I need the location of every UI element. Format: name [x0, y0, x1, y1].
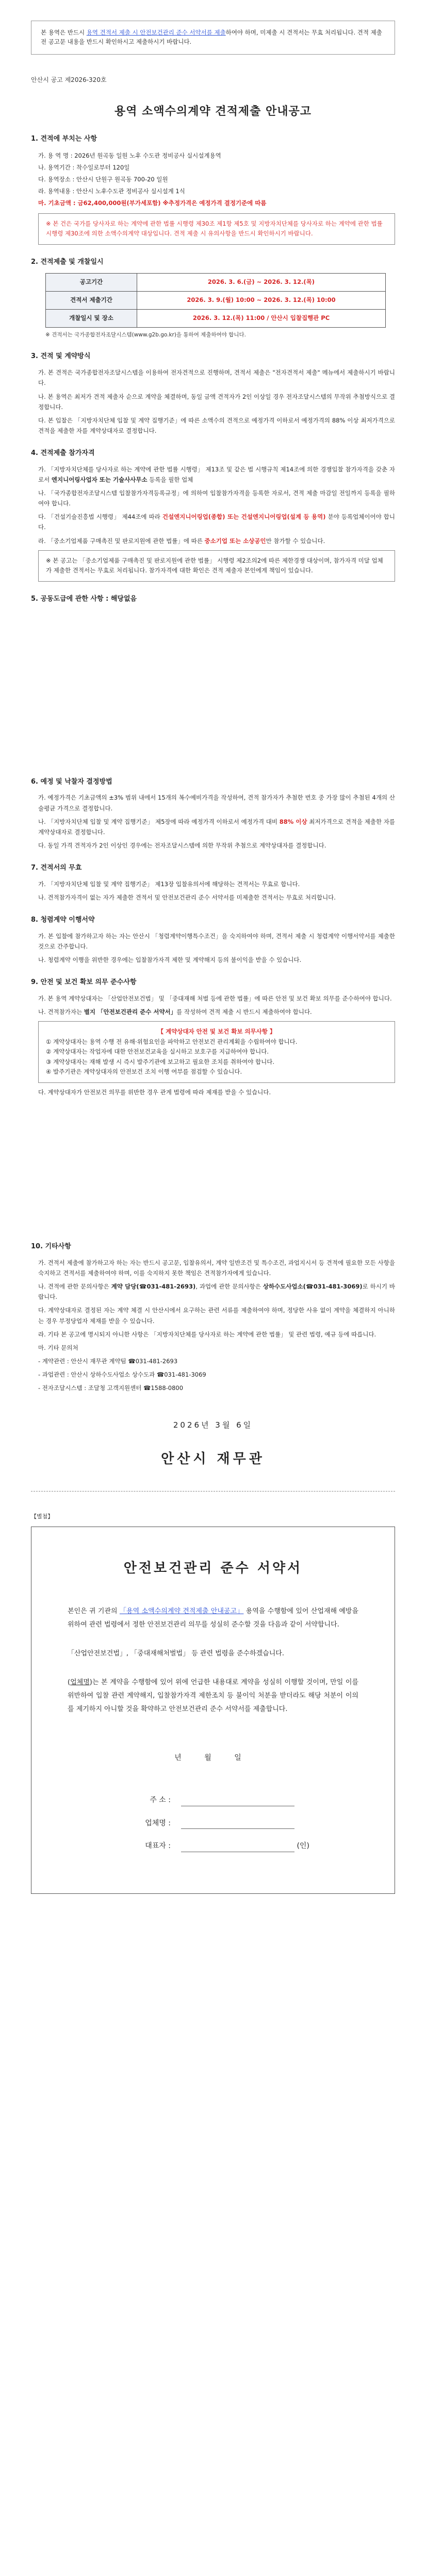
section-8-heading: 8. 청렴계약 이행서약: [31, 916, 95, 924]
pledge-p1-post: 용역을 수행함에 있어 산업재해 예방을 위하여 관련 법령에서 정한 안전보건관리 의무를 성실히 준수할 것을 다음과 같이 서약합니다.: [68, 1607, 358, 1629]
sec10-p2-bold2: 상하수도사업소(☎031-481-3069): [263, 1283, 363, 1291]
pledge-field-address[interactable]: [129, 1794, 358, 1806]
signer: 안산시 재무관: [161, 1451, 265, 1467]
sec1-notice-box: ※ 본 건은 국가를 당사자로 하는 계약에 관한 법률 시행령 제30조 제1항 제5호 및 지방자치단체를 당사자로 하는 계약에 관한 법률 시행령 제30조에 의한 소액수의계약 대상입니다. 견적 제출 시 유의사항을 반드시 확인하시기 바랍니다.: [38, 213, 395, 245]
notice-highlight: 용역 견적서 제출 시 안전보건관리 준수 서약서를 제출: [86, 29, 226, 36]
field-line[interactable]: [181, 1819, 294, 1829]
sec10-p2-bold: 계약 담당(☎031-481-2693): [111, 1283, 196, 1291]
sec7-paragraph: 나. 견적참가자격이 없는 자가 제출한 견적서 및 안전보건관리 준수 서약서를 미제출한 견적서는 무효로 처리합니다.: [38, 893, 336, 901]
sec10-paragraph: 가. 견적서 제출에 참가하고자 하는 자는 반드시 공고문, 입찰유의서, 계약 일반조건 및 특수조건, 과업지시서 등 견적에 필요한 모든 사항을 숙지하고 견적서를 제출하여야 하며, 이를 숙지하지 못한 책임은 견적참가자에게 있습니다.: [38, 1259, 395, 1277]
sec3-paragraph: 다. 본 입찰은 「지방자치단체 입찰 및 계약 집행기준」에 따른 소액수의 견적으로 예정가격 이하로서 예정가격의 88% 이상 최저가격으로 견적을 제출한 자를 계약상대자로 결정합니다.: [38, 416, 395, 434]
sec1-item: 가. 용 역 명 : 2026년 원곡동 일원 노후 수도관 정비공사 실시설계용역: [38, 151, 221, 159]
sec9-p2-post: 를 작성하여 견적 제출 시 반드시 제출하여야 합니다.: [176, 1008, 312, 1016]
pledge-company-placeholder: 업체명: [70, 1679, 90, 1687]
pledge-field-representative[interactable]: [129, 1840, 358, 1852]
pledge-p1-pre: 본인은 귀 기관의: [68, 1607, 120, 1616]
sec10-p2-pre: 나. 견적에 관한 문의사항은: [38, 1283, 111, 1291]
schedule-value: 2026. 3. 6.(금) ~ 2026. 3. 12.(목): [137, 273, 386, 291]
safety-duty-line: ④ 발주기관은 계약상대자의 안전보건 조치 이행 여부를 점검할 수 있습니다.: [46, 1068, 242, 1076]
schedule-key: 견적서 제출기간: [46, 291, 137, 309]
pledge-paragraph: [68, 1676, 358, 1716]
pledge-paragraph: 「산업안전보건법」, 「중대재해처벌법」 등 관련 법령을 준수하겠습니다.: [68, 1650, 284, 1658]
sec1-item: 라. 용역내용 : 안산시 노후수도관 정비공사 실시설계 1식: [38, 187, 185, 195]
sec9-p2-bold: 별지 「안전보건관리 준수 서약서」: [84, 1008, 177, 1016]
sec9-paragraph: 다. 계약상대자가 안전보건 의무를 위반한 경우 관계 법령에 따라 제재를 받을 수 있습니다.: [38, 1089, 271, 1096]
section-7-heading: 7. 견적서의 무효: [31, 864, 82, 872]
contact-line: - 계약관련 : 안산시 재무관 계약팀 ☎031-481-2693: [38, 1357, 178, 1365]
pledge-p3-pre: (: [68, 1679, 71, 1687]
safety-duty-line: ③ 계약상대자는 재해 발생 시 즉시 발주기관에 보고하고 필요한 조치를 취하여야 합니다.: [46, 1058, 274, 1065]
table-row: [46, 309, 386, 327]
sec10-paragraph: 마. 기타 문의처: [38, 1344, 78, 1351]
section-2-heading: 2. 견적제출 및 개찰일시: [31, 258, 104, 266]
section-9-heading: 9. 안전 및 보건 확보 의무 준수사항: [31, 978, 137, 987]
divider: [31, 1491, 395, 1492]
sec8-paragraph: 나. 청렴계약 이행을 위반한 경우에는 입찰참가자격 제한 및 계약해지 등의 불이익을 받을 수 있습니다.: [38, 956, 302, 964]
field-label: 업체명 :: [145, 1819, 171, 1827]
seal-mark: (인): [297, 1842, 309, 1851]
document-body: [0, 21, 426, 1894]
sec4-paragraph: [38, 536, 395, 546]
field-line[interactable]: [181, 1797, 294, 1806]
blank-space: [31, 1100, 395, 1229]
section-10-heading: 10. 기타사항: [31, 1243, 71, 1251]
contact-line: - 전자조달시스템 : 조달청 고객지원센터 ☎1588-0800: [38, 1384, 184, 1392]
field-line[interactable]: [181, 1842, 294, 1852]
sec1-price-item: 마. 기초금액 : 금62,400,000원(부가세포함) ※추정가격은 예정가격 결정기준에 따름: [38, 199, 267, 207]
sec6-paragraph: [38, 817, 395, 837]
field-label: 대표자 :: [145, 1842, 171, 1851]
sec7-paragraph: 가. 「지방자치단체 입찰 및 계약 집행기준」 제13장 입찰유의서에 해당하는 견적서는 무효로 합니다.: [38, 880, 300, 888]
sec10-paragraph: [38, 1281, 395, 1302]
sec10-p2-mid: , 과업에 관한 문의사항은: [195, 1283, 263, 1291]
sec4-p3-pre: 다. 「건설기술진흥법 시행령」 제44조에 따라: [38, 513, 162, 521]
sec6-p2-pre: 나. 「지방자치단체 입찰 및 계약 집행기준」 제5장에 따라 예정가격 이하로서 예정가격 대비: [38, 818, 280, 825]
announcement-date: 2026년 3월 6일: [173, 1420, 253, 1430]
pledge-date: 년 월 일: [174, 1754, 252, 1762]
safety-duty-box: [38, 1021, 395, 1083]
sec10-paragraph: 다. 계약상대자로 결정된 자는 계약 체결 시 안산시에서 요구하는 관련 서류를 제출하여야 하며, 정당한 사유 없이 계약을 체결하지 아니하는 경우 부정당업자 제재를 받을 수 있습니다.: [38, 1307, 395, 1325]
safety-duty-title: 【 계약상대자 안전 및 보건 확보 의무사항 】: [157, 1028, 276, 1036]
sec4-p1-bold: 엔지니어링사업자 또는 기술사사무소: [51, 476, 148, 483]
blank-space: [31, 610, 395, 765]
section-3-heading: 3. 견적 및 계약방식: [31, 352, 91, 361]
spacer: [68, 1852, 358, 1862]
sec10-p2-post: 로 하시기 바랍니다.: [38, 1283, 396, 1301]
sec4-p3-post: 분야 등록업체이어야 합니다.: [38, 513, 395, 531]
sec4-p1: 가. 「지방자치단체를 당사자로 하는 계약에 관한 법률 시행령」 제13조 및 같은 법 시행규칙 제14조에 의한 경쟁입찰 참가자격을 갖춘 자로서: [38, 465, 395, 483]
sec4-paragraph: [38, 512, 395, 532]
sec9-paragraph: 가. 본 용역 계약상대자는 「산업안전보건법」 및 「중대재해 처벌 등에 관한 법률」에 따른 안전 및 보건 확보 의무를 준수하여야 합니다.: [38, 995, 392, 1003]
sec3-paragraph: 나. 본 용역은 최저가 견적 제출자 순으로 계약을 체결하며, 동일 금액 견적자가 2인 이상일 경우 전자조달시스템의 무작위 추첨방식으로 결정합니다.: [38, 393, 395, 411]
sec4-p3-red: 건설엔지니어링업(종합) 또는 건설엔지니어링업(설계 등 용역): [162, 513, 326, 521]
section-5-heading: 5. 공동도급에 관한 사항 : 해당없음: [31, 595, 137, 603]
sec6-paragraph: 다. 동일 가격 견적자가 2인 이상인 경우에는 전자조달시스템에 의한 무작위 추첨으로 계약상대자를 결정합니다.: [38, 841, 326, 849]
schedule-key: 공고기간: [46, 273, 137, 291]
sec3-paragraph: 가. 본 견적은 국가종합전자조달시스템을 이용하여 전자견적으로 진행하며, 견적서 제출은 "전자견적서 제출" 메뉴에서 제출하시기 바랍니다.: [38, 369, 395, 387]
section-6-heading: 6. 예정 및 낙찰자 결정방법: [31, 777, 112, 786]
contact-line: - 과업관련 : 안산시 상하수도사업소 상수도과 ☎031-481-3069: [38, 1371, 206, 1379]
sec1-item: 나. 용역기간 : 착수일로부터 120일: [38, 163, 130, 171]
pledge-paragraph: [68, 1605, 358, 1632]
sec4-p4-post: 만 참가할 수 있습니다.: [266, 537, 325, 545]
safety-pledge-form: [31, 1527, 395, 1894]
pledge-title: 안전보건관리 준수 서약서: [123, 1560, 303, 1576]
page-title: 용역 소액수의계약 견적제출 안내공고: [114, 105, 312, 118]
sec10-paragraph: 라. 기타 본 공고에 명시되지 아니한 사항은 「지방자치단체를 당사자로 하는 계약에 관한 법률」 및 관련 법령, 예규 등에 따릅니다.: [38, 1330, 376, 1338]
table-row: [46, 291, 386, 309]
schedule-note: ※ 견적서는 국가종합전자조달시스템(www.g2b.go.kr)을 통하여 제출하여야 합니다.: [45, 331, 247, 338]
sec4-paragraph: 나. 「국가종합전자조달시스템 입찰참가자격등록규정」에 의하여 입찰참가자격을 등록한 자로서, 견적 제출 마감일 전일까지 등록을 필하여야 합니다.: [38, 489, 395, 507]
notice-box: [31, 21, 395, 55]
pledge-field-company[interactable]: [129, 1818, 358, 1829]
table-row: [46, 273, 386, 291]
attachment-tag: 【별첨】: [31, 1513, 54, 1520]
sec6-p2-red: 88% 이상: [279, 818, 307, 825]
safety-duty-line: ② 계약상대자는 작업자에 대한 안전보건교육을 실시하고 보호구를 지급하여야 합니다.: [46, 1048, 269, 1056]
sec4-p4-pre: 라. 「중소기업제품 구매촉진 및 판로지원에 관한 법률」에 따른: [38, 537, 205, 545]
field-label: 주 소 :: [150, 1796, 171, 1805]
sec4-p4-red: 중소기업 또는 소상공인: [204, 537, 266, 545]
notice-text-pre: 본 용역은 반드시: [41, 29, 87, 36]
schedule-key: 개찰일시 및 장소: [46, 309, 137, 327]
sec4-notice-box: ※ 본 공고는 「중소기업제품 구매촉진 및 판로지원에 관한 법률」 시행령 제2조의2에 따른 제한경쟁 대상이며, 참가자격 미달 업체가 제출한 견적서는 무효로 처리됩니다. 참가자격에 대한 확인은 견적 제출자 본인에게 책임이 있습니다.: [38, 550, 395, 582]
section-1-heading: 1. 견적에 부치는 사항: [31, 135, 97, 143]
sec4-p1-post: 등록을 필한 업체: [147, 476, 193, 483]
sec4-paragraph: [38, 464, 395, 485]
schedule-value: 2026. 3. 12.(목) 11:00 / 안산시 입찰집행관 PC: [137, 309, 386, 327]
sec9-p2-pre: 나. 견적참가자는: [38, 1008, 84, 1016]
schedule-table: [45, 273, 386, 328]
pledge-p3-post: )는 본 계약을 수행함에 있어 위에 언급한 내용대로 계약을 성실히 이행할 것이며, 만일 이를 위반하여 입찰 관련 계약해지, 입찰참가자격 제한조치 등 불이익 처분을 받더라도 해당 처분이 이의를 제기하지 아니할 것을 확약하고 안전보건관리 준수 서약서를 제출합니다.: [68, 1679, 358, 1714]
sec6-p2-post: 최저가격으로 견적을 제출한 자를 계약상대자로 결정합니다.: [38, 818, 395, 836]
section-4-heading: 4. 견적제출 참가자격: [31, 449, 95, 457]
sec9-paragraph: [38, 1007, 395, 1017]
publication-number: 안산시 공고 제2026-320호: [31, 76, 107, 83]
sec8-paragraph: 가. 본 입찰에 참가하고자 하는 자는 안산시 「청렴계약이행특수조건」을 숙지하여야 하며, 견적서 제출 시 청렴계약 이행서약서를 제출한 것으로 간주합니다.: [38, 932, 395, 950]
sec1-item: 다. 용역장소 : 안산시 단원구 원곡동 700-20 일원: [38, 175, 168, 183]
pledge-p1-link: 「용역 소액수의계약 견적제출 안내공고」: [119, 1607, 244, 1616]
sec6-paragraph: 가. 예정가격은 기초금액의 ±3% 범위 내에서 15개의 복수예비가격을 작성하여, 견적 참가자가 추첨한 번호 중 가장 많이 추첨된 4개의 산술평균 가격으로 결정합니다.: [38, 794, 395, 812]
safety-duty-line: ① 계약상대자는 용역 수행 전 유해·위험요인을 파악하고 안전보건 관리계획을 수립하여야 합니다.: [46, 1038, 298, 1045]
notice-text-post: 하여야 하며, 미제출 시 견적서는 무효 처리됩니다. 견적 제출 전 공고문 내용을 반드시 확인하시고 제출하시기 바랍니다.: [41, 29, 382, 45]
schedule-value: 2026. 3. 9.(월) 10:00 ~ 2026. 3. 12.(목) 10:00: [137, 291, 386, 309]
